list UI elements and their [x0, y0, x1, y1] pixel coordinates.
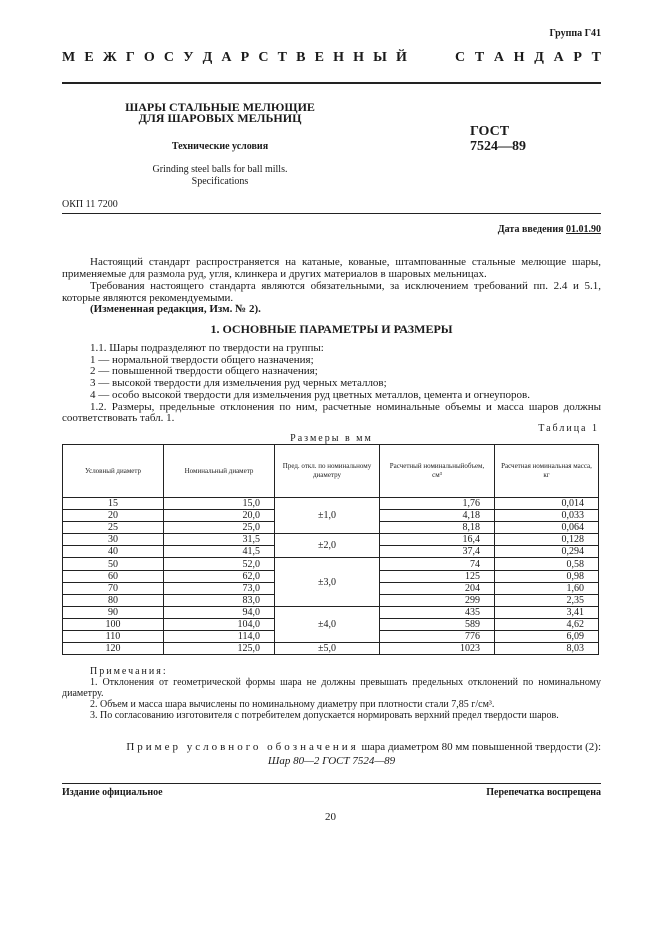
reprint-prohibited: Перепечатка воспрещена	[486, 787, 601, 798]
banner-word-standard	[455, 50, 601, 66]
cell-nominal-diameter: 20,0	[164, 510, 275, 522]
banner-letter: Н	[513, 50, 525, 65]
col-header-nominal-diameter: Номинальный диаметр	[164, 445, 275, 498]
designation-example	[62, 740, 601, 768]
group-code: Группа Г41	[549, 28, 601, 39]
banner-letter: В	[296, 50, 306, 65]
banner-letter: О	[143, 50, 155, 65]
cell-volume: 8,18	[380, 522, 495, 534]
banner-letter: Т	[591, 50, 601, 65]
cell-volume: 4,18	[380, 510, 495, 522]
cell-nominal-size: 15	[63, 498, 164, 510]
banner-word-interstate	[62, 50, 407, 66]
cell-volume: 589	[380, 618, 495, 630]
standard-banner	[62, 50, 601, 66]
amendment-note: (Измененная редакция, Изм. № 2).	[90, 303, 261, 315]
cell-nominal-size: 20	[63, 510, 164, 522]
cell-mass: 0,98	[495, 570, 599, 582]
cell-mass: 2,35	[495, 594, 599, 606]
cell-tolerance: ±2,0	[275, 534, 380, 558]
banner-letter: Д	[534, 50, 544, 65]
banner-letter: Р	[573, 50, 582, 65]
cell-nominal-diameter: 104,0	[164, 618, 275, 630]
cell-volume: 37,4	[380, 546, 495, 558]
banner-letter: Т	[277, 50, 287, 65]
gost-designation	[470, 124, 526, 154]
banner-letter: А	[221, 50, 232, 65]
page-number: 20	[325, 811, 336, 823]
col-header-mass: Расчетная номинальная масса, кг	[495, 445, 599, 498]
cell-mass: 0,294	[495, 546, 599, 558]
banner-letter: С	[163, 50, 175, 65]
cell-volume: 74	[380, 558, 495, 570]
cell-tolerance: ±3,0	[275, 558, 380, 606]
preamble-paragraph-2: Требования настоящего стандарта являются обязательными, за исключением требований пп. 2.4 и 5.1, которые являются рекомендуемыми.	[62, 280, 601, 304]
hardness-group-2: 2 — повышенной твердости общего назначения;	[90, 365, 318, 378]
cell-nominal-size: 120	[63, 643, 164, 655]
table-row	[63, 534, 599, 546]
cell-nominal-diameter: 25,0	[164, 522, 275, 534]
banner-letter: Ы	[373, 50, 387, 65]
cell-nominal-size: 90	[63, 606, 164, 618]
cell-nominal-size: 40	[63, 546, 164, 558]
table-number: Таблица 1	[538, 423, 599, 434]
gost-label: ГОСТ	[470, 124, 510, 139]
cell-nominal-diameter: 31,5	[164, 534, 275, 546]
banner-letter: У	[183, 50, 194, 65]
cell-nominal-size: 110	[63, 631, 164, 643]
table-row	[63, 606, 599, 618]
cell-nominal-size: 25	[63, 522, 164, 534]
banner-letter: Е	[314, 50, 324, 65]
cell-tolerance: ±5,0	[275, 643, 380, 655]
table-header-row	[63, 445, 599, 498]
section-1-body	[62, 343, 601, 425]
cell-volume: 435	[380, 606, 495, 618]
banner-letter: А	[553, 50, 564, 65]
introduction-date-value: 01.01.90	[566, 224, 601, 235]
cell-nominal-size: 60	[63, 570, 164, 582]
hardness-group-3: 3 — высокой твердости для измельчения руд черных металлов;	[90, 377, 387, 390]
cell-mass: 3,41	[495, 606, 599, 618]
preamble-paragraph-1: Настоящий стандарт распространяется на катаные, кованые, штампованные стальные мелющие шары, применяемые для размола руд, угля, клинкера и других материалов в шаровых мельницах.	[62, 256, 601, 280]
col-header-tolerance: Пред. откл. по номинальному диаметру	[275, 445, 380, 498]
hardness-group-1: 1 — нормальной твердости общего назначения;	[90, 353, 314, 366]
table-row	[63, 498, 599, 510]
ball-dimensions-table	[62, 444, 599, 655]
cell-nominal-size: 50	[63, 558, 164, 570]
cell-volume: 16,4	[380, 534, 495, 546]
table-row	[63, 558, 599, 570]
okp-rule	[62, 213, 601, 214]
cell-nominal-diameter: 83,0	[164, 594, 275, 606]
header-rule	[62, 82, 601, 84]
table-notes	[62, 666, 601, 721]
banner-letter: Н	[353, 50, 364, 65]
cell-tolerance: ±1,0	[275, 498, 380, 534]
cell-volume: 1,76	[380, 498, 495, 510]
cell-nominal-size: 80	[63, 594, 164, 606]
english-title	[110, 164, 330, 188]
banner-letter: А	[493, 50, 504, 65]
cell-mass: 6,09	[495, 631, 599, 643]
banner-letter: Д	[202, 50, 213, 65]
cell-mass: 8,03	[495, 643, 599, 655]
clause-1-1: 1.1. Шары подразделяют по твердости на группы:	[90, 342, 324, 354]
okp-code: ОКП 11 7200	[62, 199, 118, 210]
title-line-2: ДЛЯ ШАРОВЫХ МЕЛЬНИЦ	[138, 111, 302, 125]
cell-mass: 0,58	[495, 558, 599, 570]
cell-nominal-size: 100	[63, 618, 164, 630]
cell-volume: 299	[380, 594, 495, 606]
cell-volume: 776	[380, 631, 495, 643]
title-line-1: ШАРЫ СТАЛЬНЫЕ МЕЛЮЩИЕ	[125, 100, 315, 114]
banner-letter: М	[62, 50, 76, 65]
footer-rule	[62, 783, 601, 784]
table-row	[63, 643, 599, 655]
banner-letter: Т	[474, 50, 485, 65]
cell-nominal-diameter: 62,0	[164, 570, 275, 582]
cell-mass: 4,62	[495, 618, 599, 630]
cell-volume: 204	[380, 582, 495, 594]
banner-letter: С	[455, 50, 466, 65]
section-1-title: 1. ОСНОВНЫЕ ПАРАМЕТРЫ И РАЗМЕРЫ	[210, 322, 453, 336]
cell-nominal-diameter: 52,0	[164, 558, 275, 570]
example-lead: Пример условного обозначения	[126, 741, 359, 753]
cell-tolerance: ±4,0	[275, 606, 380, 642]
cell-nominal-diameter: 73,0	[164, 582, 275, 594]
gost-number: 7524—89	[470, 139, 526, 154]
cell-mass: 0,064	[495, 522, 599, 534]
col-header-nominal-size: Условный диаметр	[63, 445, 164, 498]
cell-nominal-diameter: 125,0	[164, 643, 275, 655]
cell-nominal-diameter: 41,5	[164, 546, 275, 558]
banner-letter: Г	[125, 50, 135, 65]
example-designation: Шар 80—2 ГОСТ 7524—89	[267, 755, 396, 767]
banner-letter: Н	[333, 50, 344, 65]
introduction-date	[498, 224, 601, 235]
note-2: 2. Объем и масса шара вычислены по номинальному диаметру при плотности стали 7,85 г/см³.	[90, 699, 495, 710]
cell-nominal-diameter: 15,0	[164, 498, 275, 510]
cell-nominal-size: 70	[63, 582, 164, 594]
banner-letter: Р	[240, 50, 250, 65]
banner-letter: Ж	[102, 50, 117, 65]
banner-letter: Й	[396, 50, 407, 65]
official-edition: Издание официальное	[62, 787, 163, 798]
banner-letter: С	[258, 50, 269, 65]
cell-volume: 125	[380, 570, 495, 582]
english-title-line-1: Grinding steel balls for ball mills.	[152, 164, 288, 175]
cell-mass: 0,033	[495, 510, 599, 522]
document-title	[110, 102, 330, 124]
example-text: шара диаметром 80 мм повышенной твердости (2):	[358, 741, 601, 753]
note-3: 3. По согласованию изготовителя с потребителем допускается нормировать верхний предел твердости шаров.	[90, 710, 559, 721]
table-units-caption: Размеры в мм	[290, 433, 373, 444]
introduction-date-label: Дата введения	[497, 224, 564, 235]
cell-mass: 1,60	[495, 582, 599, 594]
notes-heading: Примечания:	[90, 666, 168, 677]
col-header-volume: Расчетный номинальныйобъем, см³	[380, 445, 495, 498]
clause-1-2: 1.2. Размеры, предельные отклонения по ним, расчетные номинальные объемы и масса шаров должны соответствовать табл. 1.	[62, 400, 601, 425]
cell-mass: 0,128	[495, 534, 599, 546]
note-1: 1. Отклонения от геометрической формы шара не должны превышать предельных отклонений по номинальному диаметру.	[62, 677, 601, 699]
banner-letter: Е	[84, 50, 94, 65]
cell-mass: 0,014	[495, 498, 599, 510]
hardness-group-4: 4 — особо высокой твердости для измельчения руд цветных металлов, цемента и огнеупоров.	[90, 388, 530, 401]
cell-volume: 1023	[380, 643, 495, 655]
cell-nominal-diameter: 114,0	[164, 631, 275, 643]
english-title-line-2: Specifications	[191, 176, 249, 187]
cell-nominal-diameter: 94,0	[164, 606, 275, 618]
cell-nominal-size: 30	[63, 534, 164, 546]
document-subtitle: Технические условия	[171, 141, 269, 152]
